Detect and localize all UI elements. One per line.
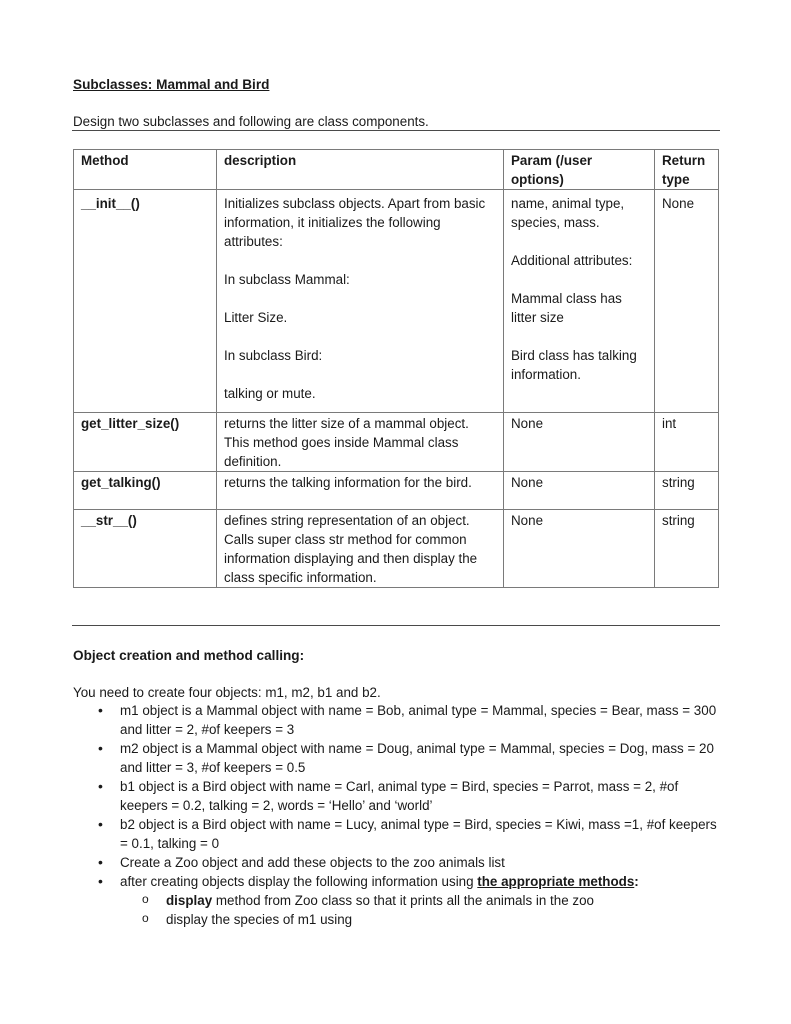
header-param: Param (/user options) (504, 150, 655, 190)
desc-init-line-5: talking or mute. (224, 386, 316, 401)
desc-str: defines string representation of an object. Calls super class str method for common information displaying and then display the class specific information. (217, 510, 504, 588)
class-components-table (73, 149, 719, 588)
emphasis-text: the appropriate methods (477, 874, 635, 889)
sub-list (120, 891, 723, 929)
sub-list-item (120, 891, 723, 910)
section-title-subclasses: Subclasses: Mammal and Bird (73, 77, 270, 92)
emphasis-text: display (166, 893, 213, 908)
sub-list-item-text: display the species of m1 using (166, 912, 353, 927)
param-get-talking: None (504, 472, 655, 510)
desc-init-line-3: Litter Size. (224, 310, 288, 325)
sub-list-item-text: method from Zoo class so that it prints all the animals in the zoo (212, 893, 594, 908)
list-item: • m2 object is a Mammal object with name = Doug, animal type = Mammal, species = Dog, mass = 20 and litter = 3, #of keepers = 0.5 (73, 739, 723, 777)
desc-init (217, 190, 504, 413)
intro-text: Design two subclasses and following are class components. (73, 114, 429, 129)
table-row-get-talking (74, 472, 719, 510)
list-item-text: after creating objects display the following information using (120, 874, 478, 889)
table-header-row (74, 150, 719, 190)
desc-init-line-1: Initializes subclass objects. Apart from basic information, it initializes the following attributes: (224, 196, 486, 249)
param-get-litter-size: None (504, 413, 655, 472)
return-str: string (655, 510, 719, 588)
param-init (504, 190, 655, 413)
list-item (73, 872, 723, 929)
return-init: None (655, 190, 719, 413)
list-item: • Create a Zoo object and add these objects to the zoo animals list (73, 853, 723, 872)
table-row-get-litter-size (74, 413, 719, 472)
desc-get-talking: returns the talking information for the bird. (217, 472, 504, 510)
param-init-line-4: Bird class has talking information. (511, 348, 637, 382)
section-title-object-creation: Object creation and method calling: (73, 648, 305, 663)
header-method: Method (74, 150, 217, 190)
horizontal-rule (72, 130, 720, 131)
sub-list-item (120, 910, 723, 929)
list-item: • m1 object is a Mammal object with name = Bob, animal type = Mammal, species = Bear, mass = 300 and litter = 2, #of keepers = 3 (73, 701, 723, 739)
instruction-list (73, 701, 723, 929)
list-item: • b2 object is a Bird object with name = Lucy, animal type = Bird, species = Kiwi, mass =1, #of keepers = 0.1, talking = 0 (73, 815, 723, 853)
method-str: __str__() (74, 510, 217, 588)
horizontal-rule (72, 625, 720, 626)
param-init-line-1: name, animal type, species, mass. (511, 196, 625, 230)
method-get-talking: get_talking() (74, 472, 217, 510)
return-get-litter-size: int (655, 413, 719, 472)
desc-get-litter-size: returns the litter size of a mammal object. This method goes inside Mammal class definition. (217, 413, 504, 472)
list-item: • b1 object is a Bird object with name = Carl, animal type = Bird, species = Parrot, mass = 2, #of keepers = 0.2, talking = 2, words = ‘Hello’ and ‘world’ (73, 777, 723, 815)
param-str: None (504, 510, 655, 588)
table-row-str (74, 510, 719, 588)
param-init-line-2: Additional attributes: (511, 253, 633, 268)
param-init-line-3: Mammal class has litter size (511, 291, 622, 325)
table-row-init (74, 190, 719, 413)
desc-init-line-4: In subclass Bird: (224, 348, 323, 363)
method-init: __init__() (74, 190, 217, 413)
method-get-litter-size: get_litter_size() (74, 413, 217, 472)
header-description: description (217, 150, 504, 190)
lead-text: You need to create four objects: m1, m2, b1 and b2. (73, 685, 381, 700)
return-get-talking: string (655, 472, 719, 510)
header-return-type: Return type (655, 150, 719, 190)
desc-init-line-2: In subclass Mammal: (224, 272, 350, 287)
list-item-suffix: : (634, 874, 639, 889)
